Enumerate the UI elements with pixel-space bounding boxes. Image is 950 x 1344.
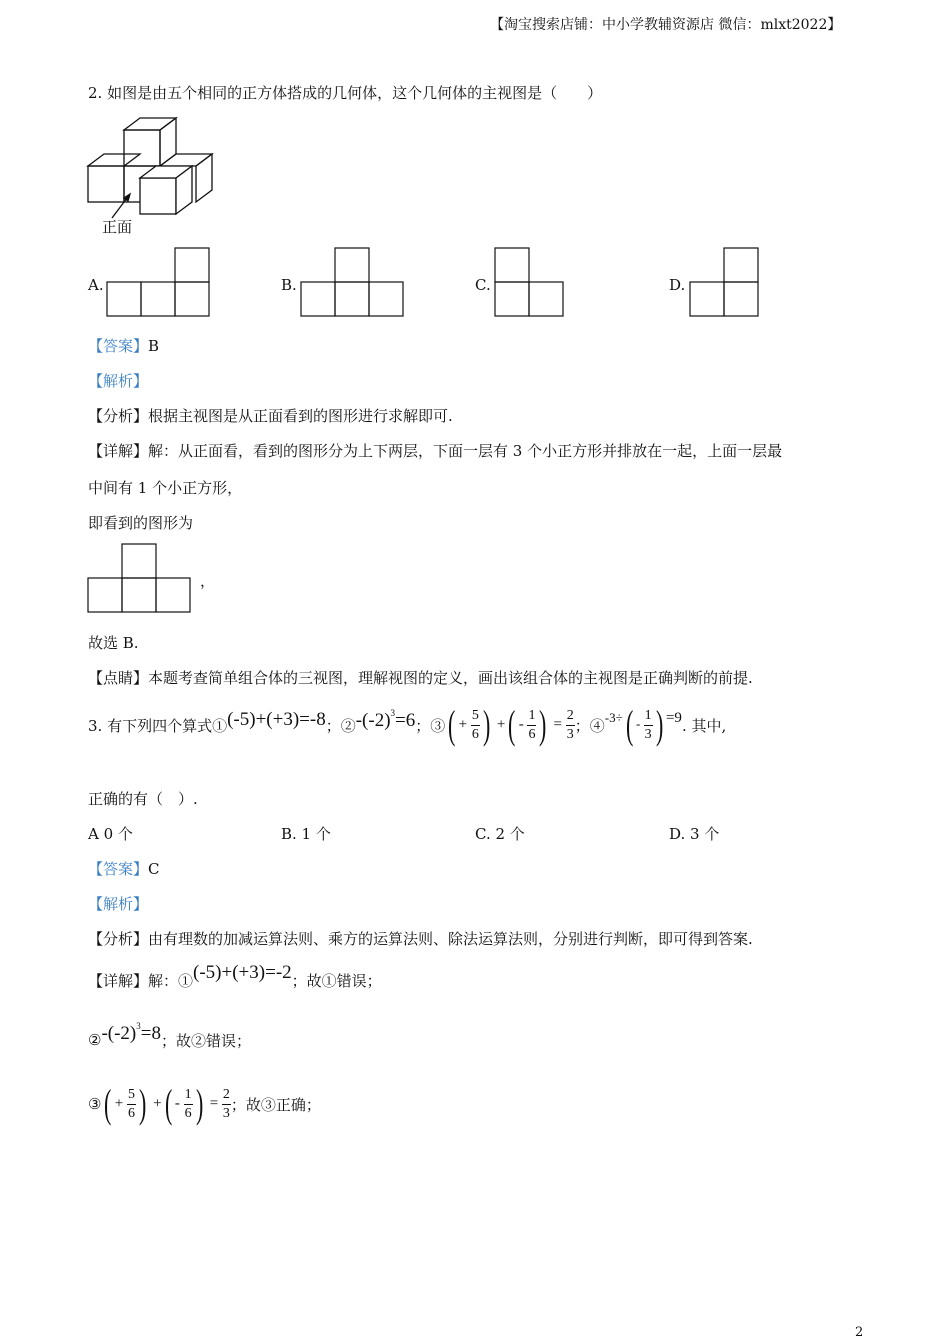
e4-pre: -3÷ [604,709,623,725]
e4-post: =9 [665,709,682,726]
fraction-5-6 [471,709,480,742]
q2-fenxi [88,405,453,426]
option-b-figure [300,247,406,317]
comma: ， [200,572,216,590]
xj1-expr: (-5)+(+3)=-2 [193,962,292,983]
xj3-f56-den: 6 [128,1105,135,1121]
q3-expr-2 [356,708,416,732]
f16-sign: - [518,716,524,733]
xiangjie-text: 解：从正面看，看到的图形分为上下两层，下面一层有 3 个小正方形并排放在一起，上面一层最 [148,442,783,460]
option-a-label: A. [88,276,104,294]
q3-fenxi [88,928,753,949]
q3-stem-line2: 正确的有（ ）. [88,790,198,808]
q3-stem-prefix: 3. 有下列四个算式① [88,716,228,735]
fraction-1-3 [644,709,653,742]
fraction-2-3 [566,709,575,742]
q3-expr-2-exp: 3 [390,708,396,718]
f23-num: 2 [566,709,575,726]
answer-tag: 【答案】 [88,337,149,355]
option-d-label: D. [669,276,686,294]
xj3-f23-num: 2 [222,1088,231,1105]
f16-den: 6 [528,726,536,742]
fenxi-tag: 【分析】 [88,407,149,425]
xj3-f16-den: 6 [184,1105,192,1121]
xj2-pre: ② [88,1031,102,1049]
xj3-f56-num: 5 [127,1088,136,1105]
option-c-figure [494,247,566,317]
dianjing-tag: 【点睛】 [88,669,149,687]
xj2-expr-post: =8 [140,1023,161,1044]
q3-stem-suffix: . 其中, [681,716,727,735]
xj2-expr-base: -(-2) [101,1023,137,1044]
q3-answer-line [88,858,160,879]
q3-sep3: ；④ [574,716,605,735]
f56-sign: + [458,716,468,733]
front-label: 正面 [102,218,133,236]
q3-option-a: A 0 个 [88,825,133,843]
option-d-figure [689,247,761,317]
q3-option-d: D. 3 个 [669,825,720,843]
q3-fenxi-tag: 【分析】 [88,930,149,948]
xj3-fraction-5-6 [127,1088,136,1121]
q2-result-figure [87,543,193,613]
f13-num: 1 [644,709,653,726]
option-a-figure [106,247,212,317]
xj3-f16-sign: - [174,1095,180,1112]
xj3-f23-den: 3 [222,1105,230,1121]
q2-solid-figure [84,114,219,223]
q2-xiangjie-line2: 中间有 1 个小正方形， [88,479,243,497]
q3-xiangjie-2 [88,1020,251,1060]
xj3-fraction-1-6 [184,1088,193,1121]
xj3-expr: ( + $\frac{5}{6}$ ) +( - $\frac{1}{6}$ ) = $\frac{2}{3}$ [104,1081,230,1126]
q2-stem: 2. 如图是由五个相同的正方体搭成的几何体，这个几何体的主视图是（ ） [88,84,603,102]
xj2-post: ；故②错误； [160,1031,251,1050]
f23-den: 3 [566,726,574,742]
xj3-post: ；故③正确； [230,1095,321,1114]
q3-expr-3: ( + $\frac{5}{6}$ ) +( - $\frac{1}{6}$ ) = $\frac{2}{3}$ [448,702,574,747]
xj3-f56-sign: + [114,1095,124,1112]
f13-den: 3 [644,726,652,742]
q3-expr-2-base: -(-2) [355,710,391,731]
page-number: 2 [855,1325,864,1340]
q3-option-c: C. 2 个 [475,825,525,843]
q3-answer-value: C [148,860,160,878]
f56-den: 6 [471,726,479,742]
answer-value: B [148,337,160,355]
q3-xiangjie-tag: 【详解】 [88,971,149,990]
fraction-1-6 [527,709,536,742]
f16-num: 1 [527,709,536,726]
xj3-f16-num: 1 [184,1088,193,1105]
xj2-expr [101,1021,161,1045]
analysis-tag: 【解析】 [88,372,149,390]
f56-num: 5 [471,709,480,726]
option-b-label: B. [281,276,297,294]
xj1-pre: 解：① [148,971,194,990]
q3-analysis-tag: 【解析】 [88,895,149,913]
header-note: 【淘宝搜索店铺：中小学教辅资源店 微信：mlxt2022】 [490,17,842,33]
q3-option-b: B. 1 个 [281,825,331,843]
q2-choose: 故选 B. [88,634,139,652]
q3-sep2: ；③ [415,716,446,735]
q3-answer-tag: 【答案】 [88,860,149,878]
xj2-expr-exp: 3 [136,1021,141,1031]
f13-sign: - [636,715,641,731]
xj3-fraction-2-3 [222,1088,231,1121]
xiangjie-tag: 【详解】 [88,442,149,460]
q3-stem-line1 [88,700,726,750]
q2-xiangjie-line1 [88,440,782,461]
q3-xiangjie-3 [88,1078,321,1130]
option-c-label: C. [475,276,491,294]
q3-xiangjie-1 [88,960,382,1000]
xj3-pre: ③ [88,1095,102,1113]
q2-see-text: 即看到的图形为 [88,514,194,532]
q3-sep1: ；② [325,716,356,735]
xj1-post: ；故①错误； [291,971,382,990]
q3-expr-2-post: =6 [395,710,416,731]
q2-dianjing [88,667,753,688]
q3-expr-1: (-5)+(+3)=-8 [227,709,326,730]
fenxi-text: 根据主视图是从正面看到的图形进行求解即可. [148,407,453,425]
dianjing-text: 本题考查简单组合体的三视图，理解视图的定义，画出该组合体的主视图是正确判断的前提. [148,669,753,687]
q3-expr-4: -3÷( - $\frac{1}{3}$ ) =9 [604,702,682,747]
q3-fenxi-text: 由有理数的加减运算法则、乘方的运算法则、除法运算法则，分别进行判断，即可得到答案. [148,930,753,948]
q2-answer-line [88,335,159,356]
